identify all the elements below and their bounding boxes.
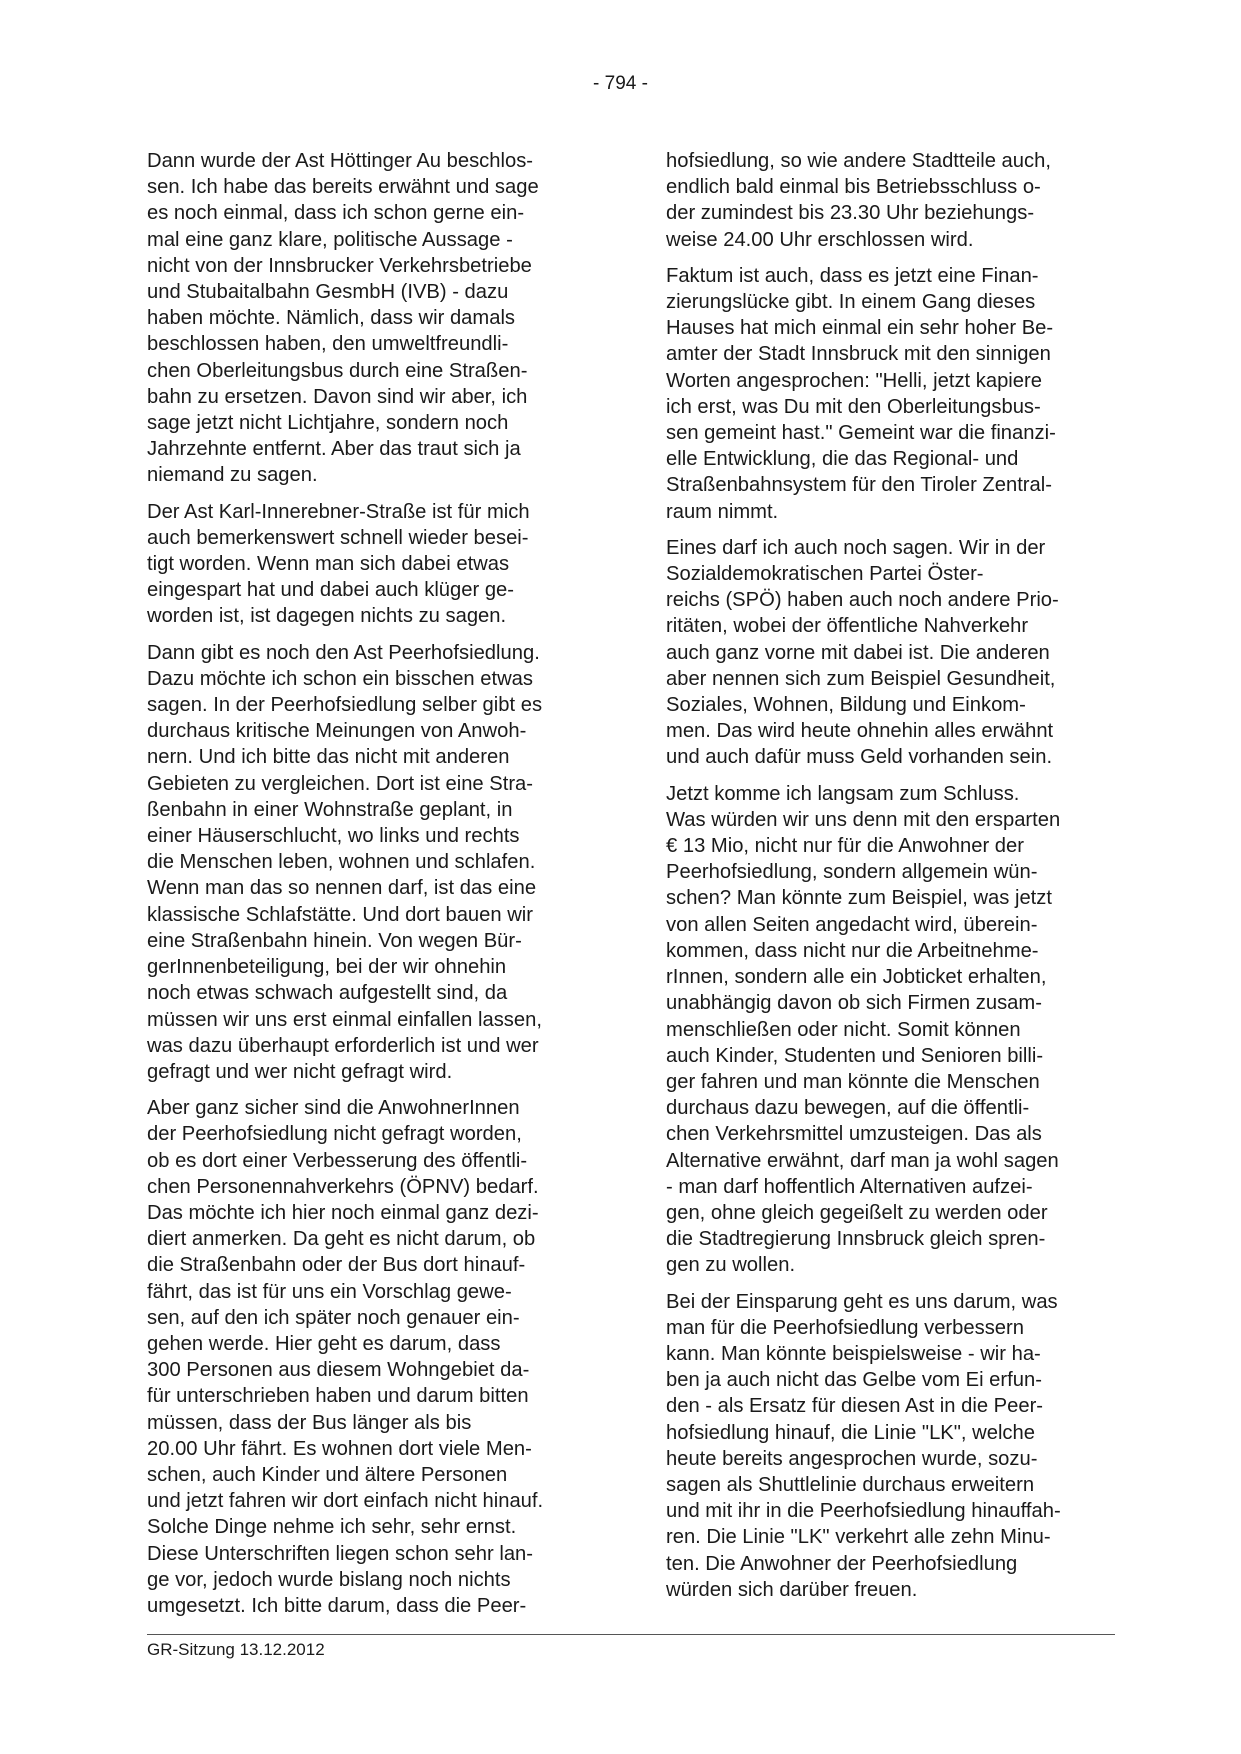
left-column [147, 148, 597, 1629]
right-paragraph-4: Jetzt komme ich langsam zum Schluss. Was würden wir uns denn mit den ersparten € 13 Mio, nicht nur für die Anwohner der Peerhofsiedlung, sondern allgemein wün- schen? Man könnte zum Beispiel, was jetzt von allen Seiten angedacht wird, überein- kommen, dass nicht nur die Arbeitnehme- rInnen, sondern alle ein Jobticket erhalten, unabhängig davon ob sich Firmen zusam- menschließen oder nicht. Somit können auch Kinder, Studenten und Senioren billi- ger fahren und man könnte die Menschen durchaus dazu bewegen, auf die öffentli- chen Verkehrsmittel umzusteigen. Das als Alternative erwähnt, darf man ja wohl sagen - man darf hoffentlich Alternativen aufzei- gen, ohne gleich gegeißelt zu werden oder die Stadtregierung Innsbruck gleich spren- gen zu wollen. [666, 782, 1061, 1277]
footer-divider [147, 1634, 1115, 1635]
left-paragraph-3: Dann gibt es noch den Ast Peerhofsiedlung. Dazu möchte ich schon ein bisschen etwas sagen. In der Peerhofsiedlung selber gibt es durchaus kritische Meinungen von Anwoh- nern. Und ich bitte das nicht mit anderen Gebieten zu vergleichen. Dort ist eine Stra- ßenbahn in einer Wohnstraße geplant, in einer Häuserschlucht, wo links und rechts die Menschen leben, wohnen und schlafen. Wenn man das so nennen darf, ist das eine klassische Schlafstätte. Und dort bauen wir eine Straßenbahn hinein. Von wegen Bür- gerInnenbeteiligung, bei der wir ohnehin noch etwas schwach aufgestellt sind, da müssen wir uns erst einmal einfallen lassen, was dazu überhaupt erforderlich ist und wer gefragt und wer nicht gefragt wird. [147, 641, 543, 1083]
page-number: - 794 - [593, 73, 648, 94]
right-paragraph-2: Faktum ist auch, dass es jetzt eine Finan- zierungslücke gibt. In einem Gang dieses Hauses hat mich einmal ein sehr hoher Be- amter der Stadt Innsbruck mit den sinnigen Worten angesprochen: "Helli, jetzt kapiere ich erst, was Du mit den Oberleitungsbus- sen gemeint hast." Gemeint war die finanzi- elle Entwicklung, die das Regional- und Straßenbahnsystem für den Tiroler Zentral- raum nimmt. [666, 264, 1056, 523]
left-paragraph-4: Aber ganz sicher sind die AnwohnerInnen der Peerhofsiedlung nicht gefragt worden, ob es dort einer Verbesserung des öffentli- chen Personennahverkehrs (ÖPNV) bedarf. Das möchte ich hier noch einmal ganz dezi- diert anmerken. Da geht es nicht darum, ob die Straßenbahn oder der Bus dort hinauf- fährt, das ist für uns ein Vorschlag gewe- sen, auf den ich später noch genauer ein- gehen werde. Hier geht es darum, dass 300 Personen aus diesem Wohngebiet da- für unterschrieben haben und darum bitten müssen, dass der Bus länger als bis 20.00 Uhr fährt. Es wohnen dort viele Men- schen, auch Kinder und ältere Personen und jetzt fahren wir dort einfach nicht hinauf. Solche Dinge nehme ich sehr, sehr ernst. Diese Unterschriften liegen schon sehr lan- ge vor, jedoch wurde bislang noch nichts umgesetzt. Ich bitte darum, dass die Peer- [147, 1097, 544, 1617]
footer-session-date: GR-Sitzung 13.12.2012 [147, 1640, 325, 1659]
right-paragraph-3: Eines darf ich auch noch sagen. Wir in der Sozialdemokratischen Partei Öster- reichs (SPÖ) haben auch noch andere Prio- ritäten, wobei der öffentliche Nahverkehr auch ganz vorne mit dabei ist. Die anderen aber nennen sich zum Beispiel Gesundheit, Soziales, Wohnen, Bildung und Einkom- men. Das wird heute ohnehin alles erwähnt und auch dafür muss Geld vorhanden sein. [666, 536, 1059, 769]
left-paragraph-1: Dann wurde der Ast Höttinger Au beschlos- sen. Ich habe das bereits erwähnt und sage es noch einmal, dass ich schon gerne ein- mal eine ganz klare, politische Aussage - nicht von der Innsbrucker Verkehrsbetriebe und Stubaitalbahn GesmbH (IVB) - dazu haben möchte. Nämlich, dass wir damals beschlossen haben, den umweltfreundli- chen Oberleitungsbus durch eine Straßen- bahn zu ersetzen. Davon sind wir aber, ich sage jetzt nicht Lichtjahre, sondern noch Jahrzehnte entfernt. Aber das traut sich ja niemand zu sagen. [147, 150, 539, 487]
left-paragraph-2: Der Ast Karl-Innerebner-Straße ist für mich auch bemerkenswert schnell wieder besei- tigt worden. Wenn man sich dabei etwas eingespart hat und dabei auch klüger ge- worden ist, ist dagegen nichts zu sagen. [147, 500, 530, 628]
right-paragraph-5: Bei der Einsparung geht es uns darum, was man für die Peerhofsiedlung verbessern kann. Man könnte beispielsweise - wir ha- ben ja auch nicht das Gelbe vom Ei erfun- den - als Ersatz für diesen Ast in die Peer- hofsiedlung hinauf, die Linie "LK", welche heute bereits angesprochen wurde, sozu- sagen als Shuttlelinie durchaus erweitern und mit ihr in die Peerhofsiedlung hinauffah- ren. Die Linie "LK" verkehrt alle zehn Minu- ten. Die Anwohner der Peerhofsiedlung würden sich darüber freuen. [666, 1290, 1061, 1601]
right-column [666, 148, 1116, 1613]
right-paragraph-1: hofsiedlung, so wie andere Stadtteile auch, endlich bald einmal bis Betriebsschluss o- der zumindest bis 23.30 Uhr beziehungs- weise 24.00 Uhr erschlossen wird. [666, 150, 1051, 251]
